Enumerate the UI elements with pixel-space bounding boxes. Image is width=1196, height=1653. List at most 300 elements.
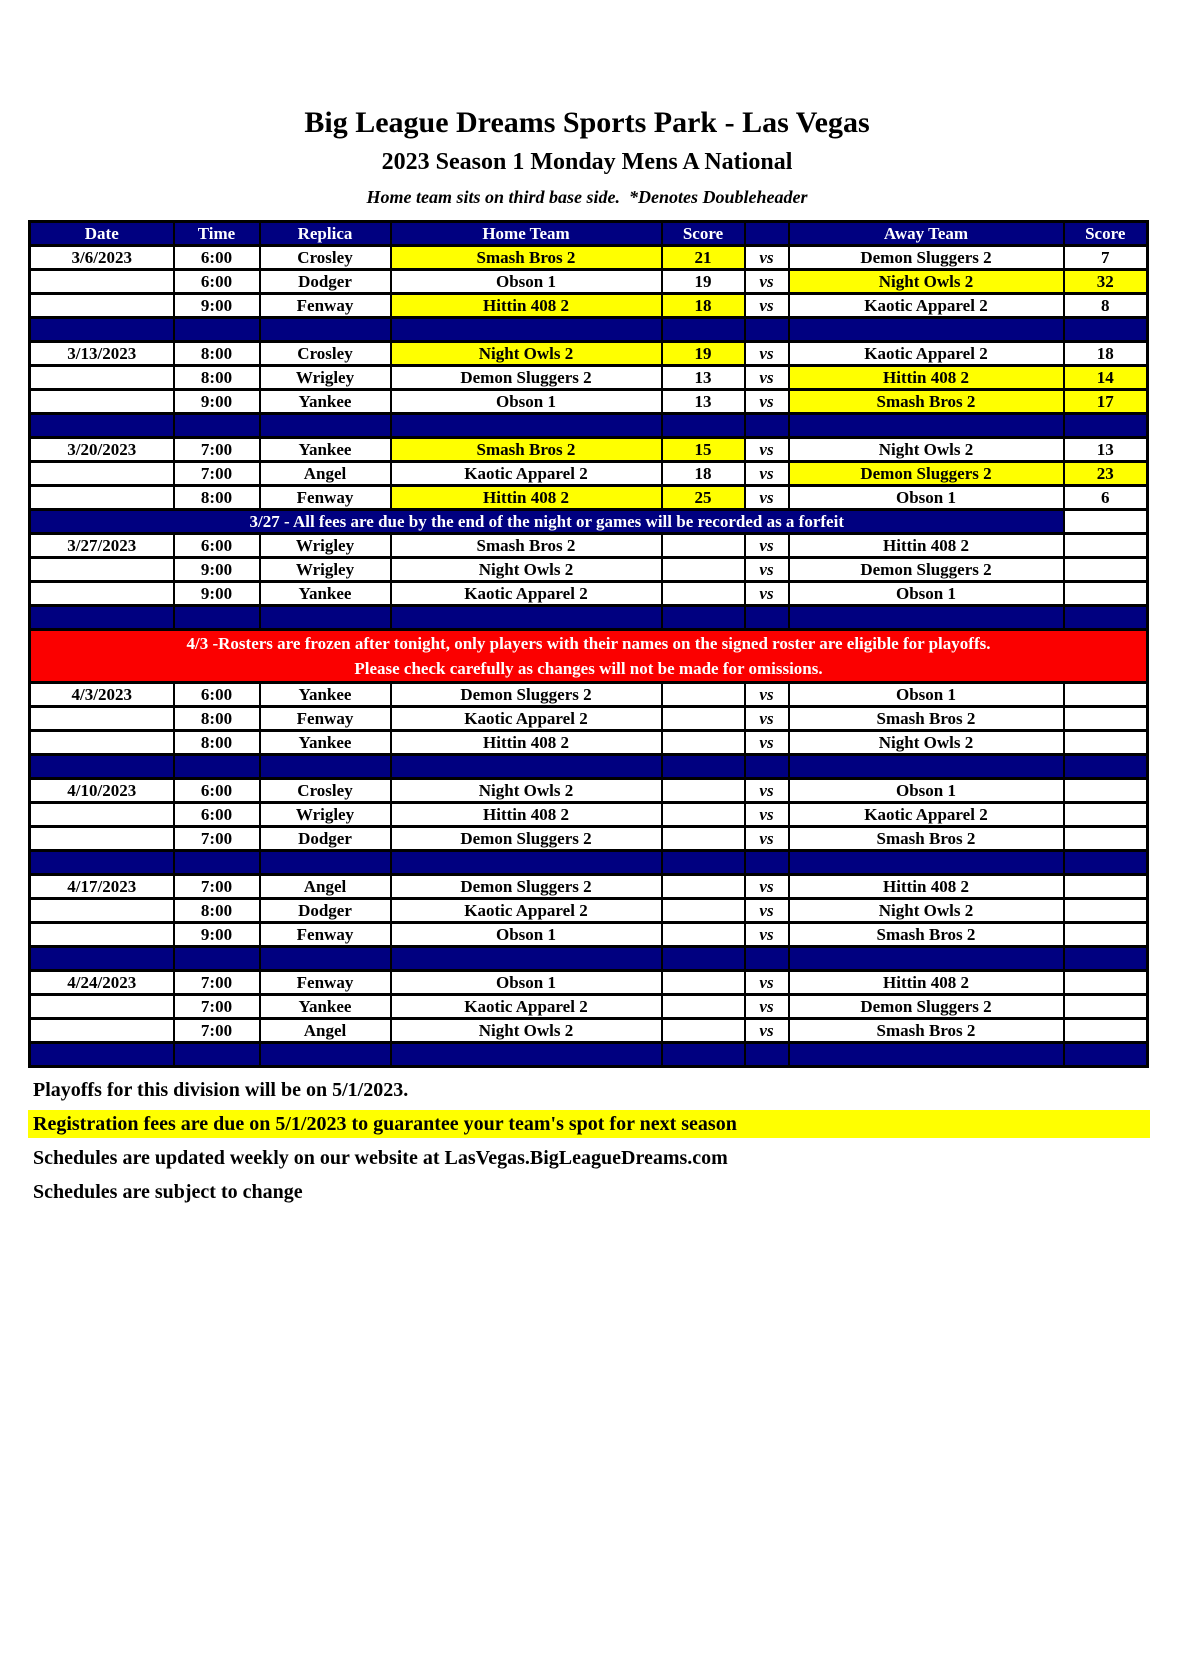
footer-line-3: Schedules are updated weekly on our website at LasVegas.BigLeagueDreams.com [33, 1147, 728, 1169]
date-cell: 4/3/2023 [30, 683, 174, 707]
document-header [28, 106, 1146, 208]
separator-row [30, 1043, 1148, 1067]
replica-cell: Yankee [260, 438, 391, 462]
game-row [30, 462, 1148, 486]
date-cell [30, 803, 174, 827]
separator-cell [662, 606, 745, 630]
replica-cell: Dodger [260, 270, 391, 294]
home-score-cell [662, 707, 745, 731]
header-replica: Replica [260, 222, 391, 246]
date-cell [30, 462, 174, 486]
replica-cell: Angel [260, 1019, 391, 1043]
home-team-cell: Obson 1 [391, 270, 662, 294]
time-cell: 9:00 [174, 923, 260, 947]
separator-cell [391, 606, 662, 630]
game-row [30, 923, 1148, 947]
time-cell: 7:00 [174, 995, 260, 1019]
home-team-cell: Demon Sluggers 2 [391, 827, 662, 851]
away-team-cell: Kaotic Apparel 2 [789, 803, 1064, 827]
game-row [30, 366, 1148, 390]
time-cell: 7:00 [174, 827, 260, 851]
away-score-cell [1064, 1019, 1148, 1043]
time-cell: 8:00 [174, 486, 260, 510]
away-score-cell [1064, 971, 1148, 995]
separator-cell [30, 851, 174, 875]
home-team-cell: Kaotic Apparel 2 [391, 582, 662, 606]
separator-cell [1064, 606, 1148, 630]
separator-cell [789, 606, 1064, 630]
vs-label: vs [745, 803, 789, 827]
away-score-cell [1064, 534, 1148, 558]
time-cell: 7:00 [174, 875, 260, 899]
game-row [30, 582, 1148, 606]
roster-freeze-banner-line-1: 4/3 -Rosters are frozen after tonight, only players with their names on the signed roster are eligible for playoffs. [186, 634, 991, 653]
separator-cell [789, 947, 1064, 971]
home-team-cell: Demon Sluggers 2 [391, 875, 662, 899]
game-row [30, 899, 1148, 923]
separator-cell [260, 851, 391, 875]
away-team-cell: Kaotic Apparel 2 [789, 342, 1064, 366]
home-score-cell: 19 [662, 342, 745, 366]
away-score-cell: 13 [1064, 438, 1148, 462]
vs-label: vs [745, 486, 789, 510]
separator-cell [391, 318, 662, 342]
away-score-cell [1064, 803, 1148, 827]
away-score-cell [1064, 558, 1148, 582]
home-team-cell: Hittin 408 2 [391, 803, 662, 827]
home-team-cell: Demon Sluggers 2 [391, 683, 662, 707]
time-cell: 9:00 [174, 558, 260, 582]
home-score-cell: 13 [662, 366, 745, 390]
separator-cell [260, 414, 391, 438]
vs-label: vs [745, 779, 789, 803]
home-team-cell: Demon Sluggers 2 [391, 366, 662, 390]
home-score-cell [662, 534, 745, 558]
date-cell [30, 390, 174, 414]
time-cell: 6:00 [174, 683, 260, 707]
date-cell [30, 731, 174, 755]
replica-cell: Yankee [260, 582, 391, 606]
header-score: Score [662, 222, 745, 246]
replica-cell: Dodger [260, 827, 391, 851]
vs-label: vs [745, 827, 789, 851]
header-score: Score [1064, 222, 1148, 246]
home-score-cell: 13 [662, 390, 745, 414]
replica-cell: Fenway [260, 707, 391, 731]
away-score-cell [1064, 827, 1148, 851]
home-team-cell: Obson 1 [391, 390, 662, 414]
time-cell: 8:00 [174, 342, 260, 366]
game-row [30, 875, 1148, 899]
date-cell: 4/10/2023 [30, 779, 174, 803]
game-row [30, 438, 1148, 462]
away-team-cell: Smash Bros 2 [789, 707, 1064, 731]
banner-navy-row [30, 510, 1148, 534]
home-team-note: Home team sits on third base side. *Denotes Doubleheader [366, 187, 808, 207]
schedule-table [28, 220, 1149, 1068]
replica-cell: Crosley [260, 342, 391, 366]
separator-cell [174, 1043, 260, 1067]
game-row [30, 995, 1148, 1019]
separator-cell [174, 851, 260, 875]
time-cell: 7:00 [174, 462, 260, 486]
away-team-cell: Hittin 408 2 [789, 971, 1064, 995]
game-row [30, 390, 1148, 414]
time-cell: 8:00 [174, 899, 260, 923]
date-cell: 4/17/2023 [30, 875, 174, 899]
home-score-cell: 15 [662, 438, 745, 462]
page-subtitle: 2023 Season 1 Monday Mens A National [381, 149, 793, 175]
separator-cell [30, 755, 174, 779]
home-team-cell: Obson 1 [391, 971, 662, 995]
game-row [30, 486, 1148, 510]
replica-cell: Yankee [260, 390, 391, 414]
home-team-cell: Night Owls 2 [391, 779, 662, 803]
separator-cell [662, 947, 745, 971]
separator-row [30, 947, 1148, 971]
vs-label: vs [745, 390, 789, 414]
game-row [30, 1019, 1148, 1043]
away-score-cell [1064, 731, 1148, 755]
away-score-cell [1064, 582, 1148, 606]
separator-cell [30, 1043, 174, 1067]
away-team-cell: Demon Sluggers 2 [789, 558, 1064, 582]
separator-cell [30, 414, 174, 438]
away-team-cell: Hittin 408 2 [789, 875, 1064, 899]
home-team-cell: Night Owls 2 [391, 342, 662, 366]
vs-label: vs [745, 875, 789, 899]
vs-label: vs [745, 366, 789, 390]
separator-cell [30, 947, 174, 971]
separator-cell [662, 318, 745, 342]
vs-label: vs [745, 558, 789, 582]
separator-cell [745, 755, 789, 779]
time-cell: 6:00 [174, 270, 260, 294]
replica-cell: Crosley [260, 246, 391, 270]
separator-cell [174, 606, 260, 630]
away-score-cell: 8 [1064, 294, 1148, 318]
home-team-cell: Kaotic Apparel 2 [391, 995, 662, 1019]
time-cell: 7:00 [174, 971, 260, 995]
vs-label: vs [745, 582, 789, 606]
date-cell [30, 486, 174, 510]
away-score-cell: 6 [1064, 486, 1148, 510]
footer-line-1: Playoffs for this division will be on 5/1/2023. [33, 1079, 409, 1101]
game-row [30, 971, 1148, 995]
home-team-cell: Smash Bros 2 [391, 438, 662, 462]
home-score-cell [662, 875, 745, 899]
away-team-cell: Smash Bros 2 [789, 390, 1064, 414]
vs-label: vs [745, 995, 789, 1019]
date-cell [30, 582, 174, 606]
vs-label: vs [745, 342, 789, 366]
replica-cell: Yankee [260, 731, 391, 755]
time-cell: 9:00 [174, 582, 260, 606]
document-footer [28, 1076, 1150, 1206]
time-cell: 8:00 [174, 731, 260, 755]
separator-cell [1064, 414, 1148, 438]
away-team-cell: Smash Bros 2 [789, 827, 1064, 851]
away-team-cell: Demon Sluggers 2 [789, 246, 1064, 270]
away-score-cell [1064, 779, 1148, 803]
separator-cell [260, 947, 391, 971]
home-score-cell [662, 683, 745, 707]
separator-cell [174, 947, 260, 971]
away-score-cell [1064, 683, 1148, 707]
vs-label: vs [745, 534, 789, 558]
game-row [30, 294, 1148, 318]
away-team-cell: Hittin 408 2 [789, 366, 1064, 390]
away-team-cell: Night Owls 2 [789, 731, 1064, 755]
replica-cell: Wrigley [260, 534, 391, 558]
away-team-cell: Demon Sluggers 2 [789, 462, 1064, 486]
date-cell [30, 827, 174, 851]
game-row [30, 558, 1148, 582]
home-score-cell [662, 731, 745, 755]
home-team-cell: Smash Bros 2 [391, 534, 662, 558]
schedule-table-body [30, 246, 1148, 1067]
replica-cell: Fenway [260, 486, 391, 510]
away-score-cell [1064, 875, 1148, 899]
date-cell: 4/24/2023 [30, 971, 174, 995]
home-team-cell: Night Owls 2 [391, 558, 662, 582]
home-score-cell [662, 1019, 745, 1043]
header-vs [745, 222, 789, 246]
replica-cell: Wrigley [260, 558, 391, 582]
home-team-cell: Hittin 408 2 [391, 294, 662, 318]
separator-cell [789, 1043, 1064, 1067]
away-score-cell: 32 [1064, 270, 1148, 294]
vs-label: vs [745, 923, 789, 947]
separator-cell [745, 851, 789, 875]
separator-cell [260, 1043, 391, 1067]
footer-line-4: Schedules are subject to change [33, 1181, 303, 1203]
game-row [30, 779, 1148, 803]
replica-cell: Dodger [260, 899, 391, 923]
home-score-cell [662, 899, 745, 923]
separator-cell [30, 606, 174, 630]
home-score-cell: 18 [662, 294, 745, 318]
date-cell [30, 558, 174, 582]
separator-cell [662, 1043, 745, 1067]
time-cell: 9:00 [174, 294, 260, 318]
time-cell: 9:00 [174, 390, 260, 414]
header-date: Date [30, 222, 174, 246]
separator-cell [789, 318, 1064, 342]
header-time: Time [174, 222, 260, 246]
away-team-cell: Obson 1 [789, 582, 1064, 606]
game-row [30, 827, 1148, 851]
roster-freeze-banner [30, 630, 1148, 683]
date-cell: 3/20/2023 [30, 438, 174, 462]
separator-cell [1064, 851, 1148, 875]
separator-cell [745, 318, 789, 342]
home-score-cell: 25 [662, 486, 745, 510]
separator-cell [662, 851, 745, 875]
time-cell: 7:00 [174, 1019, 260, 1043]
separator-cell [745, 947, 789, 971]
away-team-cell: Night Owls 2 [789, 270, 1064, 294]
separator-row [30, 606, 1148, 630]
home-team-cell: Kaotic Apparel 2 [391, 462, 662, 486]
away-team-cell: Night Owls 2 [789, 438, 1064, 462]
date-cell [30, 923, 174, 947]
footer-line-2: Registration fees are due on 5/1/2023 to guarantee your team's spot for next season [28, 1110, 1150, 1138]
home-score-cell [662, 995, 745, 1019]
replica-cell: Yankee [260, 683, 391, 707]
away-score-cell [1064, 923, 1148, 947]
replica-cell: Yankee [260, 995, 391, 1019]
home-team-cell: Hittin 408 2 [391, 731, 662, 755]
vs-label: vs [745, 462, 789, 486]
away-team-cell: Hittin 408 2 [789, 534, 1064, 558]
date-cell [30, 707, 174, 731]
home-team-cell: Kaotic Apparel 2 [391, 707, 662, 731]
time-cell: 8:00 [174, 707, 260, 731]
away-team-cell: Obson 1 [789, 486, 1064, 510]
game-row [30, 246, 1148, 270]
date-cell [30, 1019, 174, 1043]
separator-cell [789, 414, 1064, 438]
home-team-cell: Hittin 408 2 [391, 486, 662, 510]
home-team-cell: Obson 1 [391, 923, 662, 947]
header-row [30, 222, 1148, 246]
vs-label: vs [745, 683, 789, 707]
separator-cell [745, 1043, 789, 1067]
away-score-cell: 14 [1064, 366, 1148, 390]
separator-cell [391, 1043, 662, 1067]
separator-row [30, 414, 1148, 438]
time-cell: 6:00 [174, 246, 260, 270]
separator-cell [789, 755, 1064, 779]
date-cell: 3/27/2023 [30, 534, 174, 558]
separator-cell [260, 318, 391, 342]
schedule-table-head [30, 222, 1148, 246]
home-score-cell [662, 582, 745, 606]
game-row [30, 803, 1148, 827]
replica-cell: Angel [260, 462, 391, 486]
home-score-cell: 21 [662, 246, 745, 270]
vs-label: vs [745, 1019, 789, 1043]
separator-cell [745, 606, 789, 630]
away-team-cell: Demon Sluggers 2 [789, 995, 1064, 1019]
replica-cell: Angel [260, 875, 391, 899]
home-score-cell [662, 803, 745, 827]
separator-cell [260, 755, 391, 779]
separator-cell [391, 414, 662, 438]
vs-label: vs [745, 971, 789, 995]
game-row [30, 707, 1148, 731]
separator-cell [1064, 755, 1148, 779]
home-team-cell: Night Owls 2 [391, 1019, 662, 1043]
game-row [30, 342, 1148, 366]
date-cell: 3/13/2023 [30, 342, 174, 366]
home-score-cell [662, 558, 745, 582]
banner-empty-score-cell [1064, 510, 1148, 534]
separator-cell [391, 755, 662, 779]
home-score-cell: 18 [662, 462, 745, 486]
home-team-cell: Smash Bros 2 [391, 246, 662, 270]
roster-freeze-banner-line-2: Please check carefully as changes will not be made for omissions. [354, 659, 823, 678]
away-score-cell [1064, 899, 1148, 923]
separator-cell [260, 606, 391, 630]
separator-cell [391, 851, 662, 875]
separator-cell [1064, 318, 1148, 342]
time-cell: 7:00 [174, 438, 260, 462]
away-team-cell: Obson 1 [789, 683, 1064, 707]
time-cell: 6:00 [174, 534, 260, 558]
fees-banner: 3/27 - All fees are due by the end of the night or games will be recorded as a forfeit [30, 510, 1064, 534]
replica-cell: Fenway [260, 923, 391, 947]
separator-cell [174, 318, 260, 342]
away-score-cell: 17 [1064, 390, 1148, 414]
home-score-cell [662, 827, 745, 851]
date-cell: 3/6/2023 [30, 246, 174, 270]
replica-cell: Wrigley [260, 803, 391, 827]
separator-row [30, 851, 1148, 875]
home-team-cell: Kaotic Apparel 2 [391, 899, 662, 923]
away-score-cell [1064, 707, 1148, 731]
away-score-cell [1064, 995, 1148, 1019]
home-score-cell: 19 [662, 270, 745, 294]
date-cell [30, 294, 174, 318]
separator-cell [662, 414, 745, 438]
vs-label: vs [745, 246, 789, 270]
away-team-cell: Night Owls 2 [789, 899, 1064, 923]
replica-cell: Crosley [260, 779, 391, 803]
time-cell: 6:00 [174, 803, 260, 827]
separator-cell [1064, 1043, 1148, 1067]
banner-red-row [30, 630, 1148, 683]
away-team-cell: Smash Bros 2 [789, 1019, 1064, 1043]
game-row [30, 731, 1148, 755]
separator-cell [174, 414, 260, 438]
replica-cell: Fenway [260, 971, 391, 995]
separator-cell [662, 755, 745, 779]
game-row [30, 270, 1148, 294]
replica-cell: Fenway [260, 294, 391, 318]
away-score-cell: 7 [1064, 246, 1148, 270]
away-score-cell: 23 [1064, 462, 1148, 486]
schedule-sheet [0, 106, 1196, 1653]
page-title: Big League Dreams Sports Park - Las Vegas [304, 106, 870, 139]
separator-cell [789, 851, 1064, 875]
separator-row [30, 318, 1148, 342]
vs-label: vs [745, 270, 789, 294]
game-row [30, 534, 1148, 558]
vs-label: vs [745, 438, 789, 462]
replica-cell: Wrigley [260, 366, 391, 390]
away-team-cell: Obson 1 [789, 779, 1064, 803]
away-team-cell: Smash Bros 2 [789, 923, 1064, 947]
separator-cell [30, 318, 174, 342]
time-cell: 6:00 [174, 779, 260, 803]
game-row [30, 683, 1148, 707]
away-team-cell: Kaotic Apparel 2 [789, 294, 1064, 318]
away-score-cell: 18 [1064, 342, 1148, 366]
home-score-cell [662, 779, 745, 803]
date-cell [30, 366, 174, 390]
separator-cell [174, 755, 260, 779]
date-cell [30, 995, 174, 1019]
vs-label: vs [745, 707, 789, 731]
header-away-team: Away Team [789, 222, 1064, 246]
date-cell [30, 270, 174, 294]
vs-label: vs [745, 731, 789, 755]
time-cell: 8:00 [174, 366, 260, 390]
vs-label: vs [745, 899, 789, 923]
date-cell [30, 899, 174, 923]
